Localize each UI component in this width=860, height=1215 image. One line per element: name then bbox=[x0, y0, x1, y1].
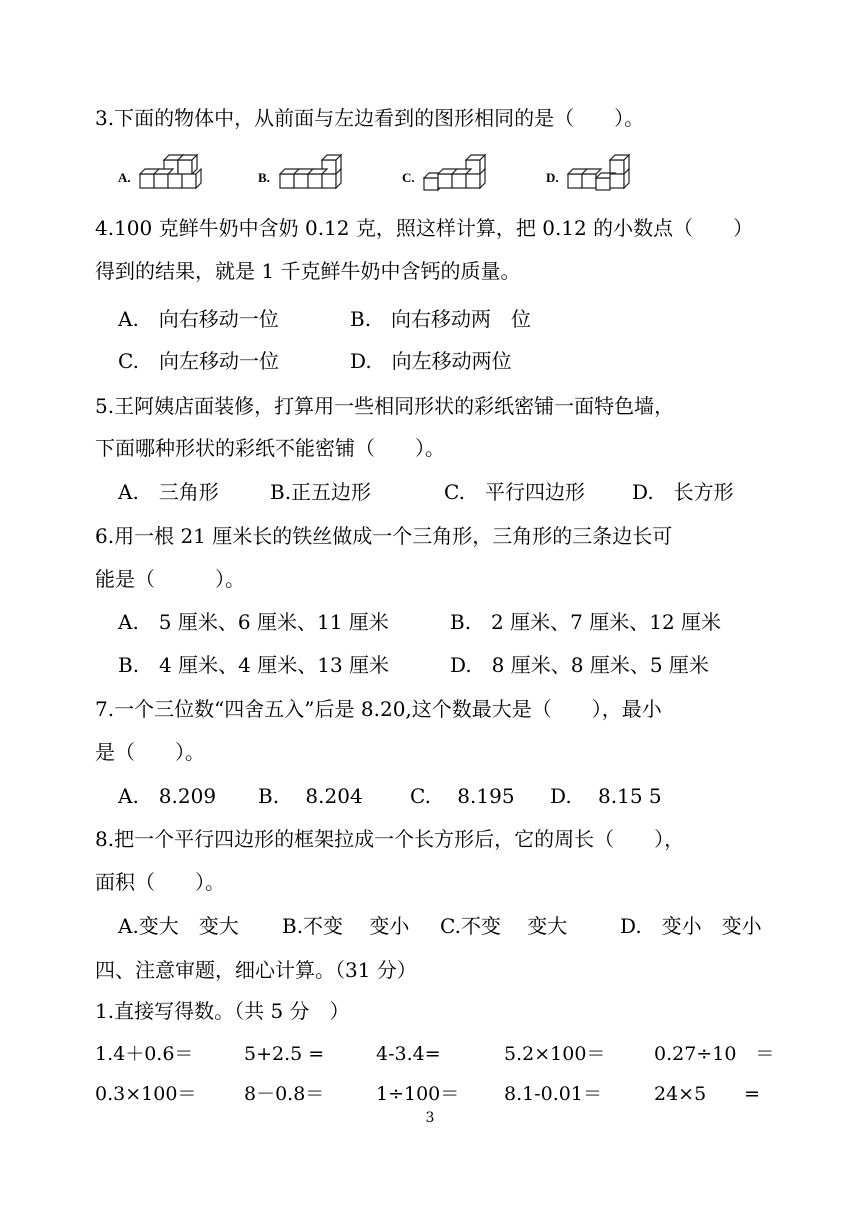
q7-line-2: 是（ ）。 bbox=[95, 740, 205, 764]
q3-stem: 3.下面的物体中，从前面与左边看到的图形相同的是（ ）。 bbox=[95, 106, 645, 130]
cube-stack-b-icon bbox=[276, 150, 348, 198]
q5-option-c: C. 平行四边形 bbox=[444, 480, 585, 504]
q3-option-b-label: B. bbox=[258, 170, 270, 185]
q4-line-2: 得到的结果，就是 1 千克鲜牛奶中含钙的质量。 bbox=[95, 259, 521, 283]
q8-option-c: C.不变 变大 bbox=[440, 914, 568, 938]
q6-line-2: 能是（ ）。 bbox=[95, 567, 245, 591]
q3-figure-c bbox=[402, 150, 532, 200]
calc-r1-c2: 5+2.5 = bbox=[244, 1043, 325, 1065]
q6-option-c: B. 4 厘米、4 厘米、13 厘米 bbox=[118, 653, 390, 677]
calc-r2-c5: 24×5 = bbox=[654, 1083, 761, 1105]
page-number: 3 bbox=[425, 1110, 435, 1126]
q3-option-a-label: A. bbox=[118, 170, 131, 185]
q7-option-d: D. 8.15 5 bbox=[550, 784, 662, 808]
q5-option-a: A. 三角形 bbox=[118, 480, 219, 504]
calc-r1-c5: 0.27÷10 ＝ bbox=[654, 1043, 775, 1065]
q7-option-b: B. 8.204 bbox=[258, 784, 363, 808]
q4-option-a: A. 向右移动一位 bbox=[118, 307, 279, 331]
q8-line-1: 8.把一个平行四边形的框架拉成一个长方形后，它的周长（ ）， bbox=[95, 827, 685, 851]
q4-line-1: 4.100 克鲜牛奶中含奶 0.12 克，照这样计算，把 0.12 的小数点（ ） bbox=[95, 216, 754, 240]
q4-option-d: D. 向左移动两位 bbox=[350, 349, 512, 373]
q8-option-b: B.不变 变小 bbox=[282, 914, 410, 938]
q3-option-d-label: D. bbox=[546, 170, 559, 185]
calc-r1-c1: 1.4＋0.6＝ bbox=[95, 1043, 194, 1065]
section-4-sub-1: 1.直接写得数。（共 5 分 ） bbox=[95, 999, 350, 1023]
q5-line-1: 5.王阿姨店面装修，打算用一些相同形状的彩纸密铺一面特色墙， bbox=[95, 394, 675, 418]
calc-r1-c3: 4-3.4= bbox=[376, 1043, 441, 1065]
cube-stack-c-icon bbox=[420, 150, 492, 198]
calc-r2-c3: 1÷100＝ bbox=[376, 1083, 460, 1105]
cube-stack-a-icon bbox=[136, 150, 208, 198]
q7-option-a: A. 8.209 bbox=[118, 784, 217, 808]
q6-option-d: D. 8 厘米、8 厘米、5 厘米 bbox=[450, 653, 709, 677]
q3-figure-d bbox=[546, 150, 676, 200]
q6-option-a: A. 5 厘米、6 厘米、11 厘米 bbox=[118, 610, 389, 634]
calc-r2-c1: 0.3×100＝ bbox=[95, 1083, 197, 1105]
q4-option-b: B. 向右移动两 位 bbox=[350, 307, 532, 331]
q5-line-2: 下面哪种形状的彩纸不能密铺（ ）。 bbox=[95, 436, 445, 460]
q3-figures bbox=[118, 150, 678, 200]
q3-figure-a bbox=[118, 150, 248, 200]
q5-option-b: B.正五边形 bbox=[270, 480, 372, 504]
cube-stack-d-icon bbox=[564, 150, 636, 198]
calc-r1-c4: 5.2×100＝ bbox=[504, 1043, 606, 1065]
q3-figure-b bbox=[258, 150, 388, 200]
q8-option-d: D. 变小 变小 bbox=[620, 914, 762, 938]
calc-r2-c4: 8.1-0.01＝ bbox=[504, 1083, 602, 1105]
q7-line-1: 7.一个三位数“四舍五入”后是 8.20,这个数最大是（ ），最小 bbox=[95, 697, 662, 721]
q6-line-1: 6.用一根 21 厘米长的铁丝做成一个三角形，三角形的三条边长可 bbox=[95, 524, 673, 548]
q4-option-c: C. 向左移动一位 bbox=[118, 349, 279, 373]
q8-line-2: 面积（ ）。 bbox=[95, 870, 225, 894]
q8-option-a: A.变大 变大 bbox=[118, 914, 239, 938]
q7-option-c: C. 8.195 bbox=[410, 784, 515, 808]
q6-option-b: B. 2 厘米、7 厘米、12 厘米 bbox=[450, 610, 722, 634]
calc-r2-c2: 8－0.8＝ bbox=[244, 1083, 325, 1105]
q5-option-d: D. 长方形 bbox=[632, 480, 734, 504]
q3-option-c-label: C. bbox=[402, 170, 415, 185]
section-4-title: 四、注意审题，细心计算。（31 分） bbox=[95, 958, 417, 982]
